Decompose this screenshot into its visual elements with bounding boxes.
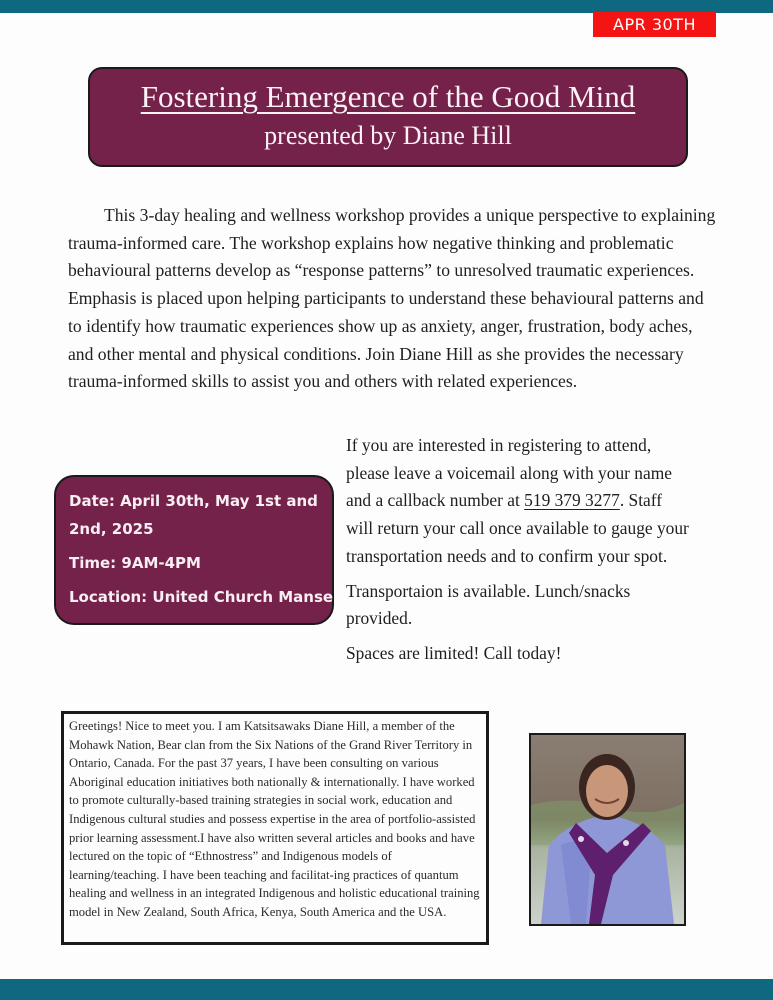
- transport-note: Transportaion is available. Lunch/snacks provided.: [346, 580, 631, 629]
- event-location: Location: United Church Manse: [69, 588, 334, 606]
- presenter-photo: [529, 733, 686, 926]
- call-to-action: Spaces are limited! Call today!: [346, 642, 562, 663]
- intro-paragraph: This 3-day healing and wellness workshop provides a unique perspective to explaining trauma-informed care. The workshop explains how negative thinking and problematic behavioural patterns develop as “response patterns” to unresolved traumatic experiences. Emphasis is placed upon helping participants to understand these behavioural patterns and to identify how traumatic experiences show up as anxiety, anger, frustration, body aches, and other mental and physical conditions. Join Diane Hill as she provides the necessary trauma-informed skills to assist you and others with related experiences.: [68, 205, 716, 392]
- title-banner: [88, 67, 688, 167]
- event-title: Fostering Emergence of the Good Mind: [140, 79, 636, 114]
- event-date-line2: 2nd, 2025: [69, 520, 154, 538]
- registration-info: [346, 432, 691, 675]
- date-badge: APR 30TH: [593, 12, 716, 37]
- event-details-box: [54, 475, 334, 625]
- registration-paragraph: [346, 432, 691, 571]
- presenter-subtitle: presented by Diane Hill: [264, 121, 512, 150]
- phone-number-link[interactable]: 519 379 3277: [524, 490, 620, 511]
- presenter-portrait-image: [531, 735, 684, 924]
- event-time: Time: 9AM-4PM: [69, 554, 201, 572]
- registration-text: If you are interested in registering to attend, please leave a voicemail along with your name and a callback number at: [346, 435, 672, 511]
- bottom-bar: [0, 979, 773, 1000]
- event-date-line1: Date: April 30th, May 1st and: [69, 492, 318, 510]
- registration-text-end: . Staff will return your call once available to gauge your transportation needs and to confirm your spot.: [346, 490, 689, 566]
- presenter-bio: Greetings! Nice to meet you. I am Katsitsawaks Diane Hill, a member of the Mohawk Nation, Bear clan from the Six Nations of the Grand River Territory in Ontario, Canada. For the past 37 years, I have been consulting on various Aboriginal education initiatives both nationally & internationally. I have worked to promote culturally-based training strategies in social work, education and Indigenous cultural studies and possess expertise in the area of portfolio-assisted prior learning assessment.I have also written several articles and books and have lectured on the topic of “Ethnostress” and Indigenous models of learning/teaching. I have been teaching and facilitat-ing practices of quantum healing and wellness in an integrated Indigenous and holistic educational training model in New Zealand, South Africa, Kenya, South America and the USA.: [61, 711, 489, 945]
